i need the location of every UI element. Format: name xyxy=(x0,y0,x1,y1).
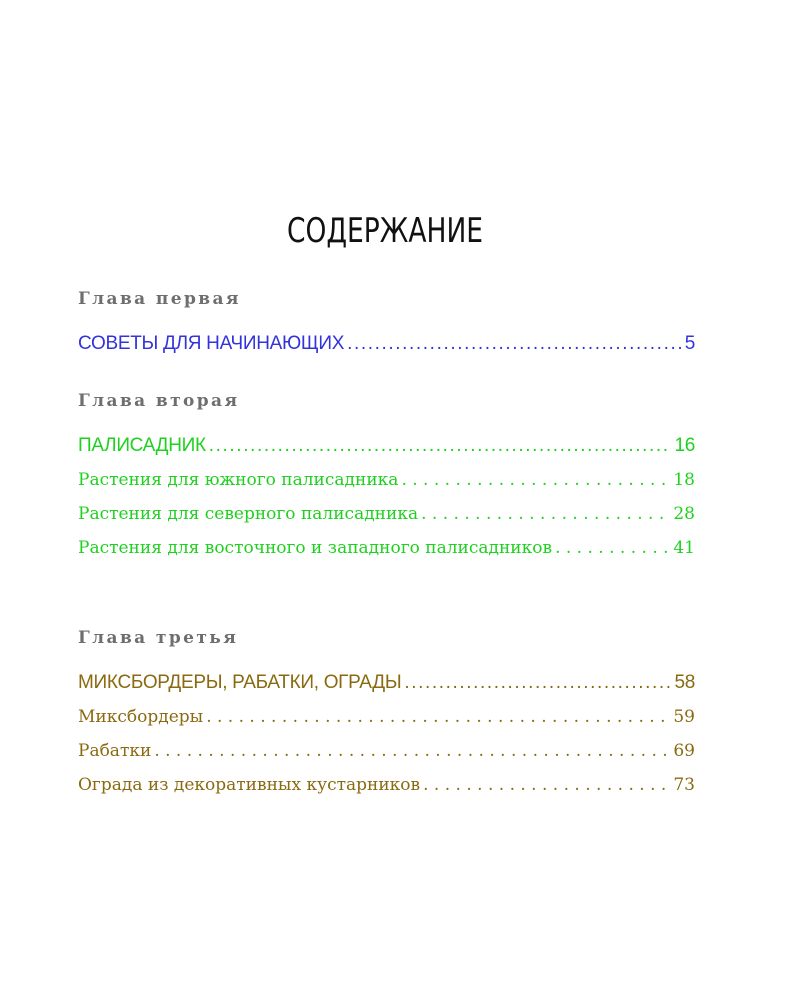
toc-entry-page: 28 xyxy=(673,504,695,524)
dot-leader xyxy=(347,327,682,361)
toc-entry[interactable] xyxy=(78,768,695,802)
dot-leader xyxy=(421,497,670,531)
toc-entry[interactable] xyxy=(78,497,695,531)
toc-title: СОДЕРЖАНИЕ xyxy=(286,211,484,251)
toc-entry-label: Растения для северного палисадника xyxy=(78,504,419,524)
toc-entry-label: Рабатки xyxy=(78,741,152,761)
toc-entry-label: МИКСБОРДЕРЫ, РАБАТКИ, ОГРАДЫ xyxy=(78,672,402,693)
toc-entry-page: 58 xyxy=(674,672,695,693)
dot-leader xyxy=(404,666,671,700)
toc-entry-page: 73 xyxy=(673,775,695,795)
chapter-1 xyxy=(78,287,695,361)
toc-entry[interactable] xyxy=(78,700,695,734)
toc-entry-label: Растения для южного палисадника xyxy=(78,470,399,490)
dot-leader xyxy=(555,531,670,565)
toc-entry-label: Миксбордеры xyxy=(78,707,204,727)
chapter-heading: Глава первая xyxy=(78,289,241,309)
toc-entry[interactable] xyxy=(78,734,695,768)
dot-leader xyxy=(206,700,670,734)
toc-entry[interactable] xyxy=(78,666,695,700)
toc-entry-page: 69 xyxy=(673,741,695,761)
dot-leader xyxy=(423,768,670,802)
toc-entry-label: ПАЛИСАДНИК xyxy=(78,435,206,456)
chapter-2 xyxy=(78,389,695,565)
chapter-heading: Глава третья xyxy=(78,628,239,648)
dot-leader xyxy=(401,463,670,497)
toc-entry[interactable] xyxy=(78,531,695,565)
dot-leader xyxy=(209,429,672,463)
toc-entry-page: 18 xyxy=(673,470,695,490)
toc-entry-label: СОВЕТЫ ДЛЯ НАЧИНАЮЩИХ xyxy=(78,333,345,354)
toc-entry[interactable] xyxy=(78,463,695,497)
toc-entry-label: Ограда из декоративных кустарников xyxy=(78,775,421,795)
chapter-3 xyxy=(78,626,695,802)
toc-entry[interactable] xyxy=(78,327,695,361)
toc-entry-page: 5 xyxy=(684,333,695,354)
toc-entry-page: 16 xyxy=(674,435,695,456)
toc-entry-page: 59 xyxy=(673,707,695,727)
chapter-heading: Глава вторая xyxy=(78,391,240,411)
toc-entry-page: 41 xyxy=(673,538,695,558)
toc-entry-label: Растения для восточного и западного палисадников xyxy=(78,538,553,558)
toc-entry[interactable] xyxy=(78,429,695,463)
dot-leader xyxy=(154,734,670,768)
